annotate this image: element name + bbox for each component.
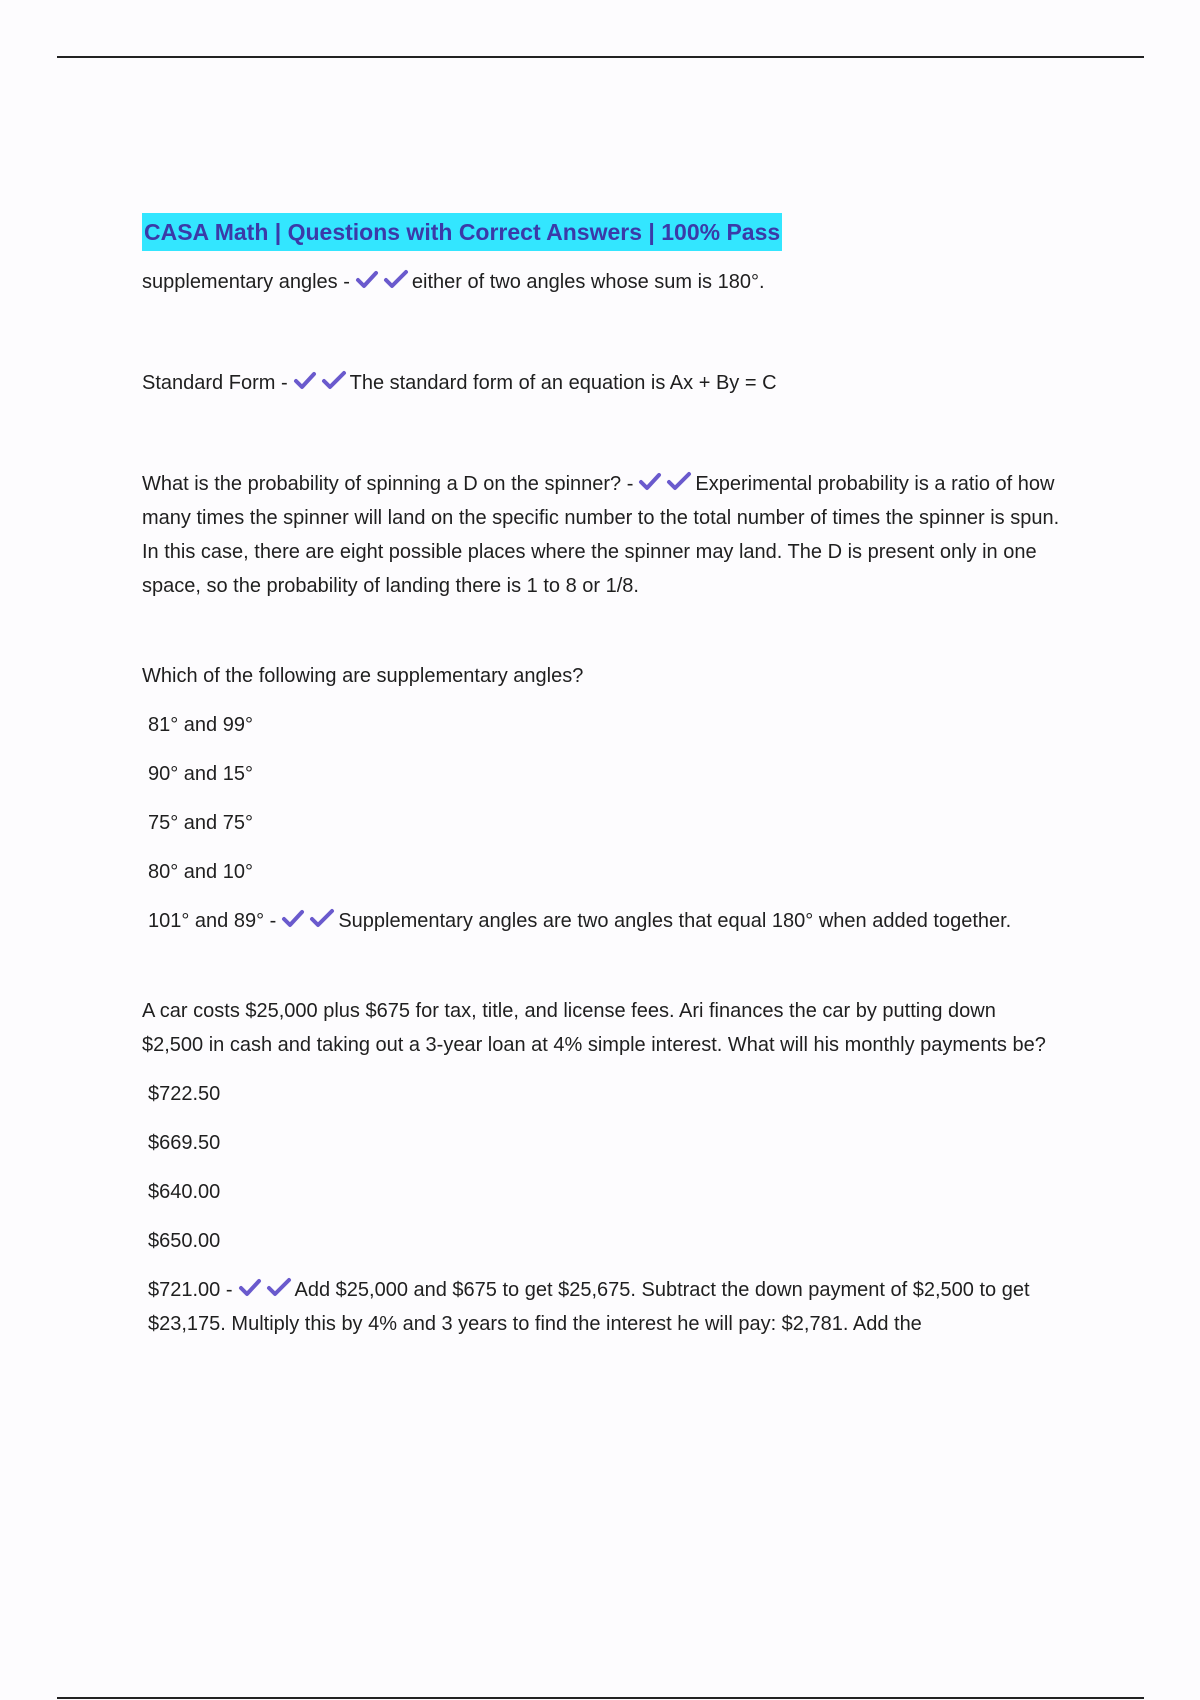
question-text: supplementary angles - bbox=[142, 271, 350, 293]
answer-option: 81° and 99° bbox=[148, 714, 253, 736]
document-body bbox=[142, 213, 1062, 1341]
double-check-icon bbox=[354, 269, 410, 291]
qa-item bbox=[142, 265, 1062, 299]
answer-option: $669.50 bbox=[148, 1132, 221, 1154]
double-check-icon bbox=[637, 471, 693, 493]
answer-text: Supplementary angles are two angles that equal 180° when added together. bbox=[338, 910, 1012, 932]
answer-option: 75° and 75° bbox=[148, 812, 253, 834]
qa-item bbox=[142, 1273, 1062, 1341]
answer-text: Experimental probability is a ratio of how many times the spinner will land on the specific number to the total number of times the spinner is spun. In this case, there are eight possible places where the spinner may land. The D is present only in one space, so the probability of landing there is 1 to 8 or 1/8. bbox=[142, 473, 1060, 597]
document-title: CASA Math | Questions with Correct Answers | 100% Pass bbox=[142, 213, 782, 251]
question-text: A car costs $25,000 plus $675 for tax, title, and license fees. Ari finances the car by putting down $2,500 in cash and taking out a 3-year loan at 4% simple interest. What will his monthly payments be? bbox=[142, 1000, 1046, 1056]
answer-option: $650.00 bbox=[148, 1230, 221, 1252]
answer-text: either of two angles whose sum is 180°. bbox=[411, 271, 765, 293]
header-rule bbox=[57, 56, 1144, 58]
double-check-icon bbox=[280, 908, 336, 930]
question-text: What is the probability of spinning a D on the spinner? - bbox=[142, 473, 634, 495]
answer-option: $722.50 bbox=[148, 1083, 221, 1105]
answer-option: 90° and 15° bbox=[148, 763, 253, 785]
correct-option: $721.00 - bbox=[148, 1279, 233, 1301]
answer-text: Add $25,000 and $675 to get $25,675. Subtract the down payment of $2,500 to get $23,175. Multiply this by 4% and 3 years to find the interest he will pay: $2,781. Add the bbox=[148, 1279, 1030, 1335]
answer-option: 80° and 10° bbox=[148, 861, 253, 883]
document-title-wrap bbox=[142, 213, 1062, 251]
footer-rule bbox=[57, 1697, 1144, 1699]
double-check-icon bbox=[292, 370, 348, 392]
answer-text: The standard form of an equation is Ax + By = C bbox=[349, 372, 777, 394]
answer-option: $640.00 bbox=[148, 1181, 221, 1203]
question-text: Which of the following are supplementary angles? bbox=[142, 665, 584, 687]
double-check-icon bbox=[237, 1277, 293, 1299]
qa-item bbox=[142, 904, 1062, 938]
correct-option: 101° and 89° - bbox=[148, 910, 277, 932]
qa-item bbox=[142, 467, 1062, 603]
qa-item bbox=[142, 366, 1062, 400]
question-text: Standard Form - bbox=[142, 372, 288, 394]
